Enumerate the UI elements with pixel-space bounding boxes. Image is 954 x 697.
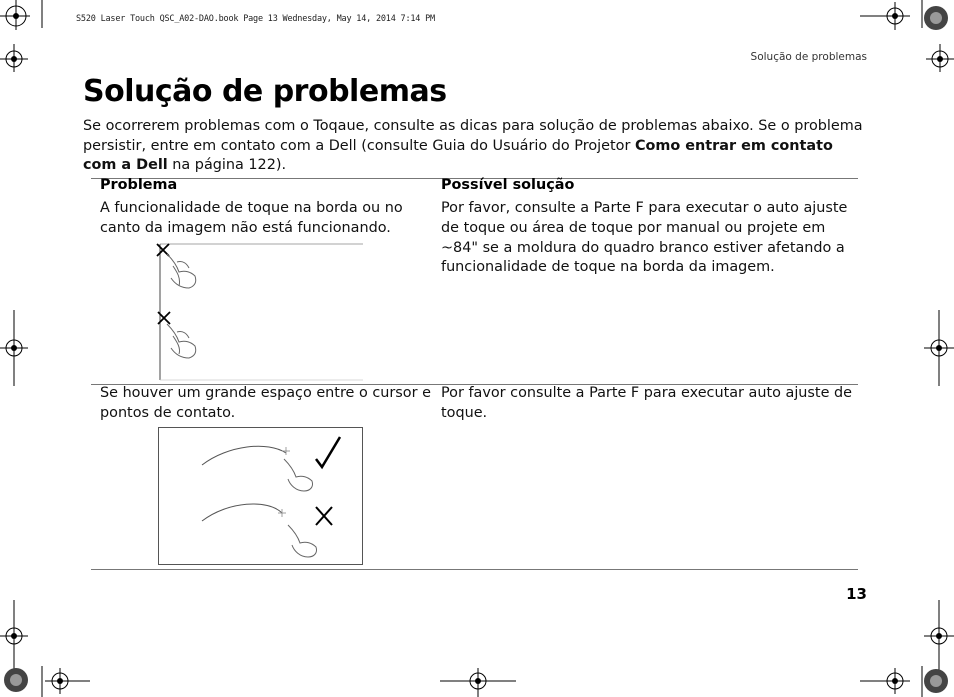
table-row-2-solution: Por favor consulte a Parte F para executar auto ajuste de toque. (441, 385, 852, 421)
cross-icon (316, 507, 332, 525)
intro-tail: na página 122). (167, 157, 287, 173)
table-row-1-solution: Por favor, consulte a Parte F para executar o auto ajuste de toque ou área de toque por manual ou projete em ~84" se a moldura do quadro branco estiver afetando a funcionalidade de toque na borda da imagem. (441, 200, 848, 276)
column-header-solution: Possível solução (441, 177, 575, 193)
page-title: Solução de problemas (83, 74, 447, 109)
hand-pointer-icon (167, 254, 196, 288)
registration-mark-left-middle (0, 310, 30, 386)
registration-mark-bottom-right (860, 664, 954, 697)
registration-mark-bottom-left (0, 664, 100, 697)
checkmark-icon (316, 437, 340, 467)
hand-pointer-icon (284, 459, 313, 491)
figure-cursor-offset (158, 427, 364, 566)
hand-pointer-icon (288, 525, 317, 557)
figure-edge-touch (155, 242, 365, 382)
table-row-1-problem: A funcionalidade de toque na borda ou no canto da imagem não está funcionando. (100, 200, 403, 236)
registration-mark-left-top (0, 44, 30, 74)
print-slug: S520 Laser Touch QSC_A02-DAO.book Page 13 Wednesday, May 14, 2014 7:14 PM (76, 14, 435, 24)
registration-mark-top-right (860, 0, 954, 40)
table-bottom-rule (91, 569, 858, 570)
running-header: Solução de problemas (750, 51, 867, 63)
table-row-2-problem: Se houver um grande espaço entre o cursor e pontos de contato. (100, 385, 431, 421)
registration-mark-bottom-center (440, 664, 516, 697)
registration-mark-right-middle (924, 310, 954, 386)
intro-paragraph (83, 117, 863, 176)
registration-mark-right-top (926, 44, 954, 74)
intro-bold-link: Como entrar em contato com a Dell (83, 137, 833, 173)
hand-pointer-icon (167, 324, 196, 358)
page-number: 13 (846, 585, 867, 603)
column-header-problem: Problema (100, 177, 178, 193)
intro-text: Se ocorrerem problemas com o Toqaue, consulte as dicas para solução de problemas abaixo. Se o problema persistir, entre em contato com a Dell (consulte Guia do Usuário do Projetor (83, 118, 863, 154)
